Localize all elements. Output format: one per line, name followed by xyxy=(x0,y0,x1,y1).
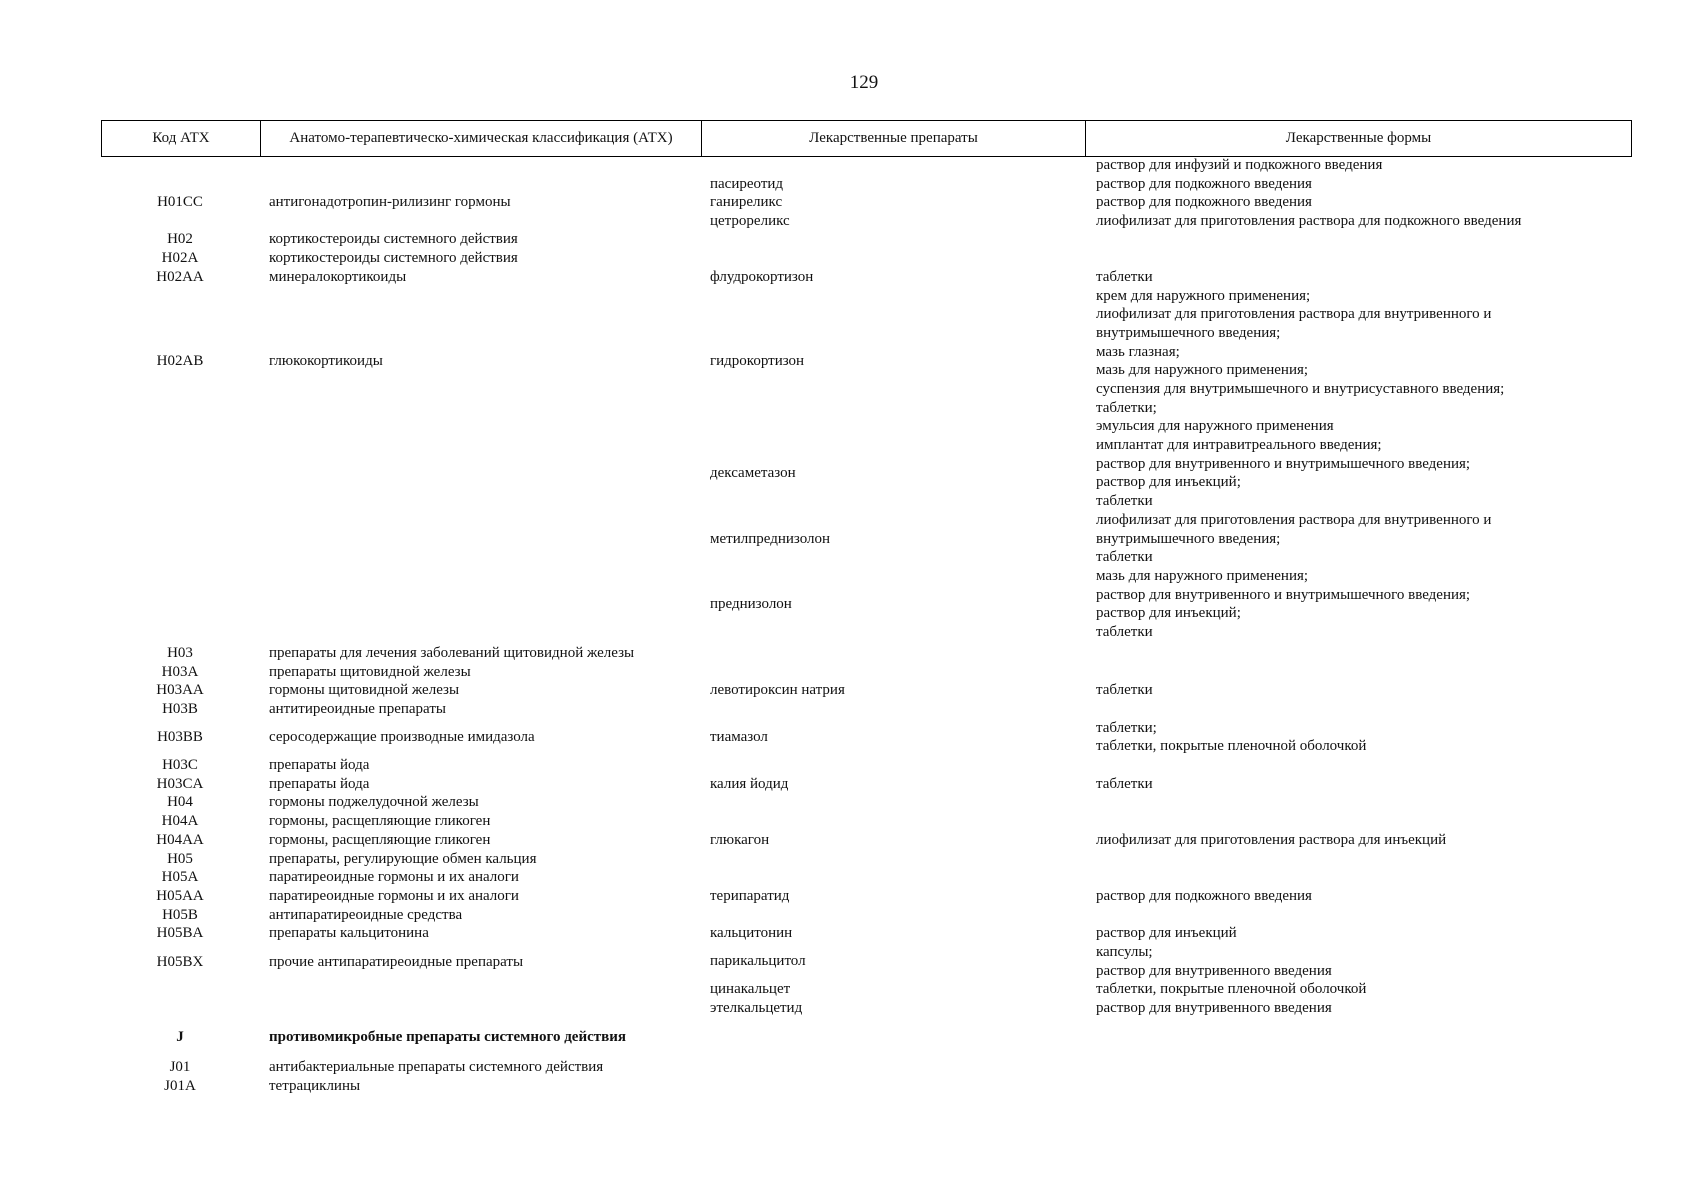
atc-code: H05 xyxy=(167,851,193,867)
dosage-form: лиофилизат для приготовления раствора для внутривенного и xyxy=(1096,512,1492,528)
atc-code: H03AA xyxy=(156,682,204,698)
atc-classification: паратиреоидные гормоны и их аналоги xyxy=(269,888,519,904)
drug-name: терипаратид xyxy=(710,888,790,904)
atc-code: H01CC xyxy=(157,194,203,210)
dosage-form: раствор для инъекций; xyxy=(1096,474,1241,490)
atc-classification: серосодержащие производные имидазола xyxy=(269,729,535,745)
atc-classification: кортикостероиды системного действия xyxy=(269,250,518,266)
atc-classification: препараты кальцитонина xyxy=(269,925,429,941)
drug-name: метилпреднизолон xyxy=(710,531,831,547)
drug-name: тиамазол xyxy=(710,729,768,745)
dosage-form: лиофилизат для приготовления раствора для подкожного введения xyxy=(1096,213,1522,229)
drug-name: цинакальцет xyxy=(710,981,791,997)
atc-classification: гормоны поджелудочной железы xyxy=(269,794,479,810)
atc-classification: гормоны, расщепляющие гликоген xyxy=(269,813,491,829)
dosage-form: таблетки, покрытые пленочной оболочкой xyxy=(1096,981,1367,997)
page-number: 129 xyxy=(849,72,879,93)
atc-code: J01A xyxy=(164,1078,196,1094)
atc-classification: паратиреоидные гормоны и их аналоги xyxy=(269,869,519,885)
dosage-form: раствор для подкожного введения xyxy=(1096,176,1312,192)
atc-code: H02A xyxy=(161,250,199,266)
drug-name: калия йодид xyxy=(710,776,789,792)
dosage-form: раствор для внутривенного введения xyxy=(1096,1000,1332,1016)
drug-name: левотироксин натрия xyxy=(710,682,845,698)
atc-code: H03CA xyxy=(156,776,204,792)
drug-name: пасиреотид xyxy=(710,176,784,192)
dosage-form: раствор для внутривенного и внутримышечного введения; xyxy=(1096,587,1471,603)
dosage-form: таблетки xyxy=(1096,549,1153,565)
atc-code: H02AB xyxy=(156,353,204,369)
atc-classification: препараты йода xyxy=(269,776,370,792)
drug-name: дексаметазон xyxy=(710,465,796,481)
header-code: Код АТХ xyxy=(152,130,210,146)
atc-classification: прочие антипаратиреоидные препараты xyxy=(269,954,524,970)
atc-code: H02AA xyxy=(156,269,204,285)
atc-classification: препараты для лечения заболеваний щитовидной железы xyxy=(269,645,635,661)
dosage-form: таблетки xyxy=(1096,776,1153,792)
drug-name: этелкальцетид xyxy=(710,1000,803,1016)
atc-code: J01 xyxy=(169,1059,191,1075)
dosage-form: имплантат для интравитреального введения; xyxy=(1096,437,1382,453)
atc-classification: гормоны щитовидной железы xyxy=(269,682,460,698)
dosage-form: лиофилизат для приготовления раствора для внутривенного и xyxy=(1096,306,1492,322)
atc-classification: противомикробные препараты системного действия xyxy=(269,1029,626,1045)
drug-name: парикальцитол xyxy=(710,953,806,969)
atc-classification: кортикостероиды системного действия xyxy=(269,231,518,247)
dosage-form: таблетки xyxy=(1096,682,1153,698)
dosage-form: крем для наружного применения; xyxy=(1096,288,1311,304)
atc-classification: препараты йода xyxy=(269,757,370,773)
atc-code: H03C xyxy=(162,757,198,773)
atc-code: H04AA xyxy=(156,832,204,848)
atc-classification: антитиреоидные препараты xyxy=(269,701,446,717)
header-forms: Лекарственные формы xyxy=(1085,121,1631,156)
dosage-form: внутримышечного введения; xyxy=(1096,325,1281,341)
dosage-form: таблетки; xyxy=(1096,400,1157,416)
atc-classification: глюкокортикоиды xyxy=(269,353,383,369)
atc-code: H02 xyxy=(167,231,193,247)
atc-classification: антигонадотропин-рилизинг гормоны xyxy=(269,194,511,210)
atc-classification: минералокортикоиды xyxy=(269,269,407,285)
atc-code: H05AA xyxy=(156,888,204,904)
table-header xyxy=(101,120,1632,157)
drug-name: кальцитонин xyxy=(710,925,793,941)
dosage-form: раствор для внутривенного введения xyxy=(1096,963,1332,979)
drug-name: флудрокортизон xyxy=(710,269,814,285)
atc-classification: тетрациклины xyxy=(269,1078,361,1094)
dosage-form: раствор для инфузий и подкожного введения xyxy=(1096,157,1383,173)
atc-classification: препараты, регулирующие обмен кальция xyxy=(269,851,537,867)
dosage-form: раствор для подкожного введения xyxy=(1096,194,1312,210)
drug-name: преднизолон xyxy=(710,596,792,612)
dosage-form: таблетки; xyxy=(1096,720,1157,736)
dosage-form: мазь глазная; xyxy=(1096,344,1180,360)
dosage-form: раствор для инъекций; xyxy=(1096,605,1241,621)
dosage-form: мазь для наружного применения; xyxy=(1096,568,1309,584)
atc-code: H05B xyxy=(162,907,198,923)
atc-classification: антибактериальные препараты системного действия xyxy=(269,1059,604,1075)
atc-code: H03BB xyxy=(157,729,203,745)
atc-code: H05A xyxy=(161,869,199,885)
atc-classification: антипаратиреоидные средства xyxy=(269,907,463,923)
dosage-form: лиофилизат для приготовления раствора для инъекций xyxy=(1096,832,1447,848)
atc-code: H03 xyxy=(167,645,193,661)
dosage-form: раствор для внутривенного и внутримышечного введения; xyxy=(1096,456,1471,472)
dosage-form: капсулы; xyxy=(1096,944,1153,960)
drug-name: ганиреликс xyxy=(710,194,783,210)
atc-code: H04A xyxy=(161,813,199,829)
atc-classification: гормоны, расщепляющие гликоген xyxy=(269,832,491,848)
atc-classification: препараты щитовидной железы xyxy=(269,664,471,680)
dosage-form: внутримышечного введения; xyxy=(1096,531,1281,547)
atc-code: H05BX xyxy=(156,954,204,970)
atc-code: H03B xyxy=(162,701,198,717)
dosage-form: раствор для подкожного введения xyxy=(1096,888,1312,904)
dosage-form: таблетки xyxy=(1096,624,1153,640)
header-classification: Анатомо-терапевтическо-химическая классификация (АТХ) xyxy=(260,121,701,156)
dosage-form: раствор для инъекций xyxy=(1096,925,1237,941)
drug-name: гидрокортизон xyxy=(710,353,805,369)
atc-code: H05BA xyxy=(156,925,204,941)
dosage-form: таблетки, покрытые пленочной оболочкой xyxy=(1096,738,1367,754)
atc-code: H03A xyxy=(161,664,199,680)
drug-name: глюкагон xyxy=(710,832,770,848)
dosage-form: таблетки xyxy=(1096,493,1153,509)
atc-code: J xyxy=(176,1029,184,1045)
atc-code: H04 xyxy=(167,794,193,810)
dosage-form: мазь для наружного применения; xyxy=(1096,362,1309,378)
dosage-form: суспензия для внутримышечного и внутрисуставного введения; xyxy=(1096,381,1505,397)
header-drugs: Лекарственные препараты xyxy=(701,121,1085,156)
drug-name: цетрореликс xyxy=(710,213,790,229)
dosage-form: таблетки xyxy=(1096,269,1153,285)
dosage-form: эмульсия для наружного применения xyxy=(1096,418,1334,434)
